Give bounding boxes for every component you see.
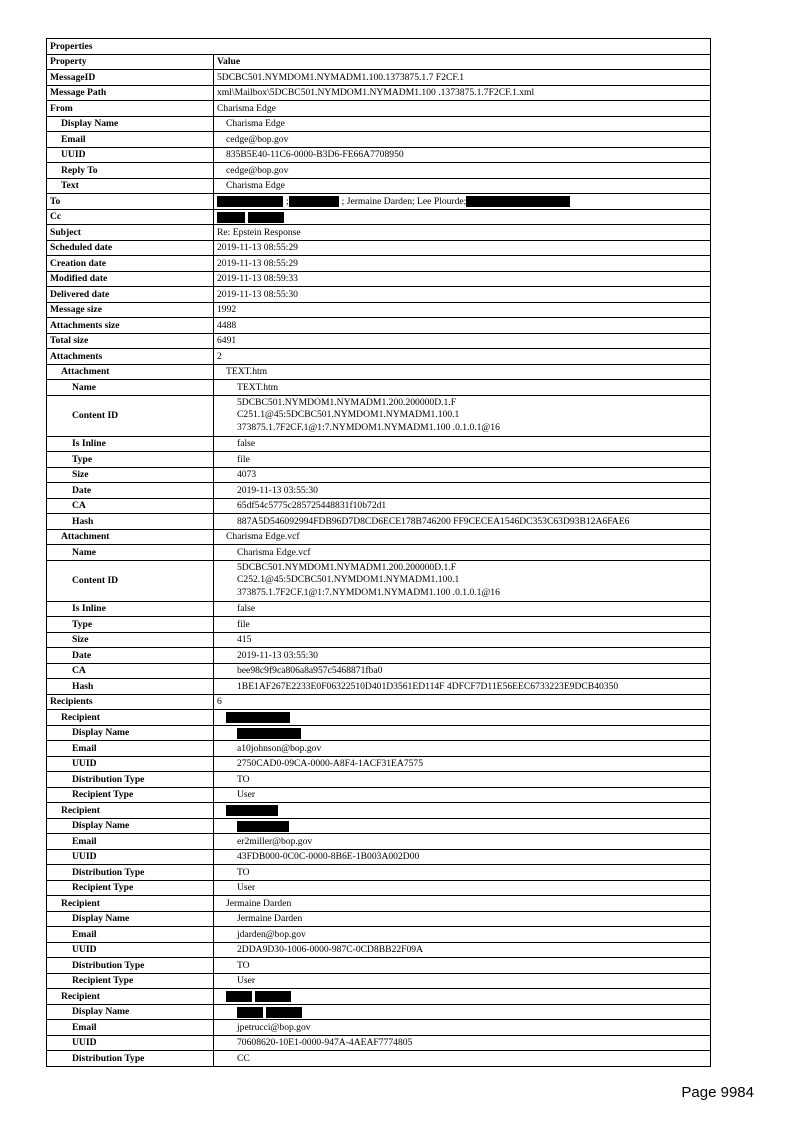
value-line: C251.1@45:5DCBC501.NYMDOM1.NYMADM1.100.1: [237, 409, 460, 421]
property-value: false: [214, 436, 711, 452]
property-label: Text: [47, 178, 214, 194]
property-value: Charisma Edge.vcf: [214, 545, 711, 561]
property-value: [214, 194, 711, 210]
property-label: Display Name: [47, 116, 214, 132]
property-row: [47, 818, 711, 834]
property-row: [47, 178, 711, 194]
property-row: [47, 1051, 711, 1067]
property-value: 2019-11-13 08:59:33: [214, 271, 711, 287]
property-row: [47, 101, 711, 117]
property-label: Display Name: [47, 911, 214, 927]
property-label: Subject: [47, 225, 214, 241]
property-label: Distribution Type: [47, 1051, 214, 1067]
property-row: [47, 1020, 711, 1036]
property-value: 4073: [214, 467, 711, 483]
property-value: xml\Mailbox\5DCBC501.NYMDOM1.NYMADM1.100 .1373875.1.7F2CF.1.xml: [214, 85, 711, 101]
redaction-block: [289, 196, 339, 207]
property-value: Charisma Edge.vcf: [214, 529, 711, 545]
property-value: CC: [214, 1051, 711, 1067]
property-row: [47, 163, 711, 179]
property-row: [47, 756, 711, 772]
property-label: Scheduled date: [47, 240, 214, 256]
property-label: Recipient: [47, 803, 214, 819]
property-label: Hash: [47, 679, 214, 695]
redaction-block: [255, 991, 291, 1002]
property-row: [47, 514, 711, 530]
property-value: 2019-11-13 03:55:30: [214, 483, 711, 499]
property-label: UUID: [47, 849, 214, 865]
property-row: [47, 70, 711, 86]
property-row: [47, 1035, 711, 1051]
property-value: [214, 395, 711, 436]
property-row: [47, 958, 711, 974]
redaction-block: [466, 196, 570, 207]
property-row: [47, 498, 711, 514]
properties-table: [46, 38, 711, 1067]
property-label: Attachment: [47, 364, 214, 380]
property-row: [47, 648, 711, 664]
property-label: Property: [47, 54, 214, 70]
property-label: Recipient Type: [47, 787, 214, 803]
property-value: 835B5E40-11C6-0000-B3D6-FE66A7708950: [214, 147, 711, 163]
property-value: file: [214, 452, 711, 468]
property-label: Recipient Type: [47, 973, 214, 989]
property-label: UUID: [47, 756, 214, 772]
value-line: C252.1@45:5DCBC501.NYMDOM1.NYMADM1.100.1: [237, 574, 460, 586]
property-label: Is Inline: [47, 436, 214, 452]
property-label: Email: [47, 132, 214, 148]
property-row: [47, 452, 711, 468]
property-row: [47, 880, 711, 896]
value-text: ;: [286, 195, 289, 207]
property-value: jdarden@bop.gov: [214, 927, 711, 943]
redaction-block: [237, 1007, 263, 1018]
redaction-block: [226, 712, 290, 723]
redaction-block: [266, 1007, 302, 1018]
property-label: UUID: [47, 1035, 214, 1051]
property-label: Content ID: [47, 395, 214, 436]
property-value: [214, 818, 711, 834]
property-value: cedge@bop.gov: [214, 132, 711, 148]
property-value: [214, 560, 711, 601]
property-row: [47, 529, 711, 545]
property-value: Charisma Edge: [214, 178, 711, 194]
property-row: [47, 632, 711, 648]
property-label: Recipient: [47, 989, 214, 1005]
property-label: Email: [47, 834, 214, 850]
redaction-block: [248, 212, 284, 223]
property-value: [214, 803, 711, 819]
property-value: 65df54c5775c285725448831f10b72d1: [214, 498, 711, 514]
property-label: Recipient: [47, 896, 214, 912]
property-value: Jermaine Darden: [214, 911, 711, 927]
property-label: Cc: [47, 209, 214, 225]
property-label: Display Name: [47, 1004, 214, 1020]
property-label: Modified date: [47, 271, 214, 287]
property-value: 2: [214, 349, 711, 365]
property-label: Recipient Type: [47, 880, 214, 896]
property-row: [47, 772, 711, 788]
property-value: Charisma Edge: [214, 116, 711, 132]
property-label: Attachments: [47, 349, 214, 365]
property-label: Attachment: [47, 529, 214, 545]
property-value: Value: [214, 54, 711, 70]
redaction-block: [237, 821, 289, 832]
property-value: [214, 989, 711, 1005]
property-label: UUID: [47, 147, 214, 163]
property-value: 70608620-10E1-0000-947A-4AEAF7774805: [214, 1035, 711, 1051]
property-row: [47, 147, 711, 163]
property-value: 6: [214, 694, 711, 710]
property-label: To: [47, 194, 214, 210]
property-row: [47, 256, 711, 272]
property-label: CA: [47, 498, 214, 514]
property-value: TO: [214, 865, 711, 881]
property-value: User: [214, 880, 711, 896]
property-row: [47, 240, 711, 256]
property-label: Properties: [47, 39, 711, 55]
property-row: [47, 865, 711, 881]
property-row: [47, 287, 711, 303]
property-label: Type: [47, 617, 214, 633]
property-label: Name: [47, 380, 214, 396]
property-row: [47, 194, 711, 210]
property-row: [47, 601, 711, 617]
property-value: User: [214, 787, 711, 803]
property-value: 2750CAD0-09CA-0000-A8F4-1ACF31EA7575: [214, 756, 711, 772]
property-value: 1BE1AF267E2233E0F06322510D401D3561ED114F 4DFCF7D11E56EEC6733223E9DCB40350: [214, 679, 711, 695]
property-value: 415: [214, 632, 711, 648]
property-row: [47, 380, 711, 396]
property-label: Recipient: [47, 710, 214, 726]
property-value: er2miller@bop.gov: [214, 834, 711, 850]
redaction-block: [217, 196, 283, 207]
property-label: Email: [47, 741, 214, 757]
property-label: Size: [47, 467, 214, 483]
property-row: [47, 364, 711, 380]
property-row: [47, 725, 711, 741]
property-value: 887A5D546092994FDB96D7D8CD6ECE178B746200 FF9CECEA1546DC353C63D93B12A6FAE6: [214, 514, 711, 530]
redaction-block: [226, 805, 278, 816]
value-line: 5DCBC501.NYMDOM1.NYMADM1.200.200000D.1.F: [237, 561, 457, 573]
property-label: Email: [47, 1020, 214, 1036]
property-row: [47, 911, 711, 927]
property-value: [214, 710, 711, 726]
property-row: [47, 271, 711, 287]
property-value: bee98c9f9ca806a8a957c5468871fba0: [214, 663, 711, 679]
property-value: TO: [214, 772, 711, 788]
page-number: Page 9984: [681, 1084, 754, 1101]
property-row: [47, 942, 711, 958]
property-row: [47, 927, 711, 943]
property-row: [47, 663, 711, 679]
property-value: 4488: [214, 318, 711, 334]
property-label: Content ID: [47, 560, 214, 601]
property-row: [47, 209, 711, 225]
property-value: false: [214, 601, 711, 617]
property-label: Date: [47, 483, 214, 499]
property-value: TEXT.htm: [214, 380, 711, 396]
property-label: MessageID: [47, 70, 214, 86]
properties-table-body: [47, 39, 711, 1067]
property-row: [47, 1004, 711, 1020]
property-row: [47, 349, 711, 365]
property-row: [47, 545, 711, 561]
property-label: Total size: [47, 333, 214, 349]
property-value: [214, 1004, 711, 1020]
property-value: 6491: [214, 333, 711, 349]
property-value: [214, 725, 711, 741]
property-label: Creation date: [47, 256, 214, 272]
property-row: [47, 973, 711, 989]
value-text: ; Jermaine Darden; Lee Plourde;: [341, 195, 467, 207]
property-row: [47, 395, 711, 436]
property-row: [47, 85, 711, 101]
property-row: [47, 132, 711, 148]
redaction-block: [226, 991, 252, 1002]
property-label: Display Name: [47, 818, 214, 834]
property-row: [47, 333, 711, 349]
property-value: [214, 209, 711, 225]
property-label: Distribution Type: [47, 772, 214, 788]
property-row: [47, 39, 711, 55]
property-value: 2019-11-13 08:55:30: [214, 287, 711, 303]
property-row: [47, 302, 711, 318]
property-label: Message Path: [47, 85, 214, 101]
property-label: From: [47, 101, 214, 117]
property-value: file: [214, 617, 711, 633]
property-value: 5DCBC501.NYMDOM1.NYMADM1.100.1373875.1.7 F2CF.1: [214, 70, 711, 86]
property-value: 1992: [214, 302, 711, 318]
property-row: [47, 849, 711, 865]
property-row: [47, 54, 711, 70]
property-row: [47, 787, 711, 803]
property-value: Charisma Edge: [214, 101, 711, 117]
property-label: Reply To: [47, 163, 214, 179]
property-label: Attachments size: [47, 318, 214, 334]
property-row: [47, 467, 711, 483]
value-line: 5DCBC501.NYMDOM1.NYMADM1.200.200000D.1.F: [237, 396, 457, 408]
property-label: Distribution Type: [47, 865, 214, 881]
property-row: [47, 834, 711, 850]
property-value: Jermaine Darden: [214, 896, 711, 912]
property-label: Hash: [47, 514, 214, 530]
property-value: 43FDB000-0C0C-0000-8B6E-1B003A002D00: [214, 849, 711, 865]
property-row: [47, 803, 711, 819]
property-label: Email: [47, 927, 214, 943]
property-label: Size: [47, 632, 214, 648]
property-row: [47, 318, 711, 334]
property-label: Type: [47, 452, 214, 468]
redaction-block: [217, 212, 245, 223]
property-label: Display Name: [47, 725, 214, 741]
value-line: 373875.1.7F2CF.1@1:7.NYMDOM1.NYMADM1.100 .0.1.0.1@16: [237, 421, 500, 433]
property-label: Name: [47, 545, 214, 561]
property-value: 2DDA9D30-1006-0000-987C-0CD8BB22F09A: [214, 942, 711, 958]
property-row: [47, 896, 711, 912]
property-label: Delivered date: [47, 287, 214, 303]
property-row: [47, 116, 711, 132]
property-row: [47, 679, 711, 695]
property-row: [47, 225, 711, 241]
property-label: Is Inline: [47, 601, 214, 617]
property-label: Distribution Type: [47, 958, 214, 974]
property-row: [47, 436, 711, 452]
property-row: [47, 710, 711, 726]
property-row: [47, 989, 711, 1005]
property-label: Recipients: [47, 694, 214, 710]
property-value: TEXT.htm: [214, 364, 711, 380]
property-value: TO: [214, 958, 711, 974]
property-row: [47, 483, 711, 499]
property-row: [47, 560, 711, 601]
property-value: jpetrucci@bop.gov: [214, 1020, 711, 1036]
property-value: 2019-11-13 03:55:30: [214, 648, 711, 664]
property-value: a10johnson@bop.gov: [214, 741, 711, 757]
redaction-block: [237, 728, 301, 739]
property-value: User: [214, 973, 711, 989]
property-row: [47, 694, 711, 710]
property-value: cedge@bop.gov: [214, 163, 711, 179]
value-line: 373875.1.7F2CF.1@1:7.NYMDOM1.NYMADM1.100 .0.1.0.1@16: [237, 586, 500, 598]
property-row: [47, 617, 711, 633]
property-label: Date: [47, 648, 214, 664]
property-label: Message size: [47, 302, 214, 318]
property-value: 2019-11-13 08:55:29: [214, 256, 711, 272]
property-row: [47, 741, 711, 757]
property-label: CA: [47, 663, 214, 679]
property-label: UUID: [47, 942, 214, 958]
property-value: 2019-11-13 08:55:29: [214, 240, 711, 256]
property-value: Re: Epstein Response: [214, 225, 711, 241]
